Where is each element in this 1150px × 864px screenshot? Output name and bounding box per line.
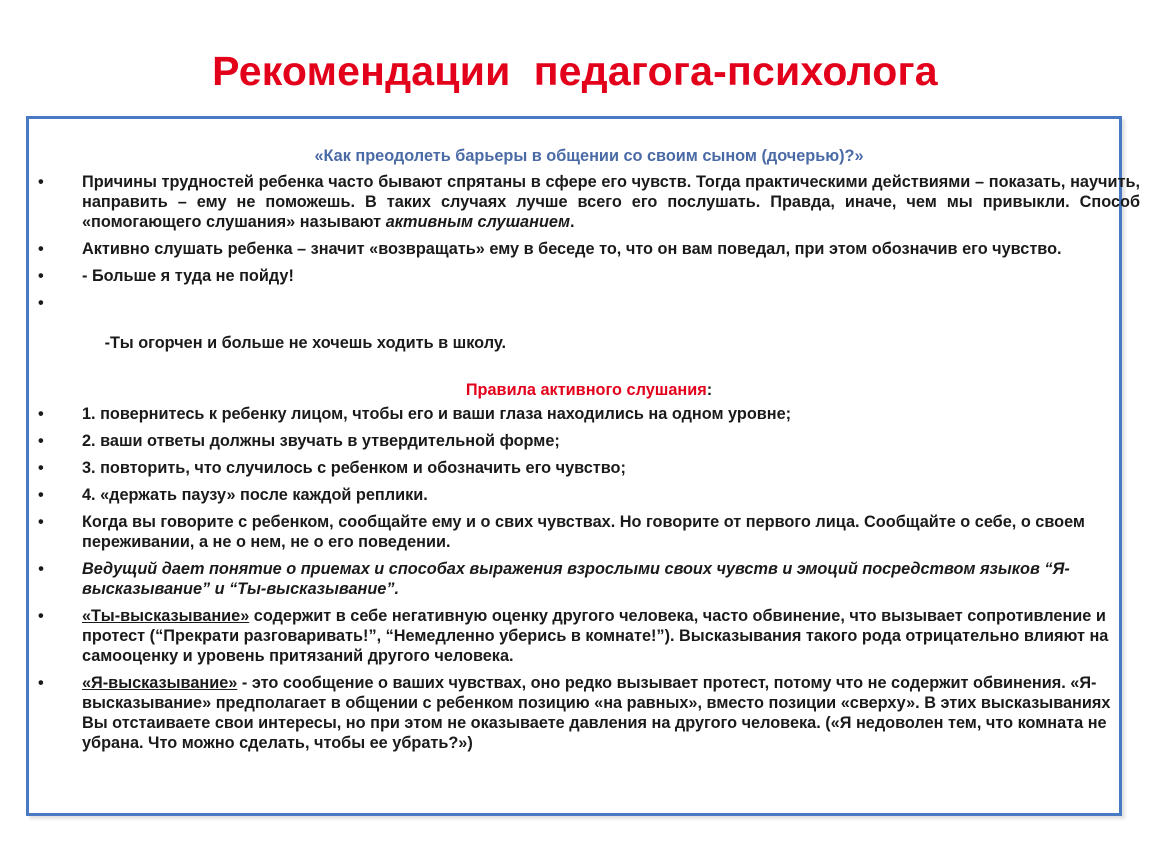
rules-heading-text: Правила активного слушания bbox=[465, 381, 707, 399]
ty-text: содержит в себе негативную оценку другого человека, часто обвинение, что вызывает сопротивление и протест (“Прекрати разговаривать!”, “Немедленно уберись в комнате!”). Высказывания такого рода отрицательно влияют на самооценку и уровень притязаний другого человека. bbox=[82, 607, 1109, 665]
bullet-icon: • bbox=[38, 294, 44, 312]
item-text: - Больше я туда не пойду! bbox=[82, 267, 294, 285]
list-item bbox=[38, 239, 1140, 259]
bullet-icon: • bbox=[38, 674, 44, 692]
italic-text: Ведущий дает понятие о приемах и способах выражения взрослыми своих чувств и эмоций посредством языков “Я-высказывание” и “Ты-высказывание”. bbox=[82, 560, 1070, 598]
ya-term: «Я-высказывание» bbox=[82, 674, 238, 692]
bullet-icon: • bbox=[38, 432, 44, 450]
rule-item bbox=[38, 431, 1140, 451]
rules-heading-colon: : bbox=[706, 381, 713, 399]
list-item bbox=[38, 266, 1140, 286]
rule-text: 3. повторить, что случилось с ребенком и обозначить его чувство; bbox=[82, 459, 626, 477]
ya-text: - это сообщение о ваших чувствах, оно редко вызывает протест, потому что не содержит обвинения. «Я-высказывание» предполагает в общении с ребенком позицию «на равных», вместо позиции «сверху». В этих высказываниях Вы отстаиваете свои интересы, но при этом не оказываете давления на другого человека. («Я недоволен тем, что комната не убрана. Что можно сделать, чтобы ее убрать?») bbox=[82, 674, 1111, 752]
ty-term: «Ты-высказывание» bbox=[82, 607, 250, 625]
bullet-icon: • bbox=[38, 405, 44, 423]
item-text-end: . bbox=[570, 213, 575, 231]
rule-text: 2. ваши ответы должны звучать в утвердительной форме; bbox=[82, 432, 560, 450]
rule-item bbox=[38, 512, 1140, 552]
list-item bbox=[38, 172, 1140, 232]
bullet-icon: • bbox=[38, 173, 44, 191]
rule-text: 1. повернитесь к ребенку лицом, чтобы его и ваши глаза находились на одном уровне; bbox=[82, 405, 792, 423]
item-emphasis: активным слушанием bbox=[385, 213, 570, 231]
rules-heading bbox=[38, 380, 1140, 400]
rule-item bbox=[38, 485, 1140, 505]
bullet-icon: • bbox=[38, 560, 44, 578]
item-text: Активно слушать ребенка – значит «возвращать» ему в беседе то, что он вам поведал, при этом обозначив его чувство. bbox=[82, 240, 1062, 258]
bullet-icon: • bbox=[38, 486, 44, 504]
rule-text: Когда вы говорите с ребенком, сообщайте ему и о свих чувствах. Но говорите от первого лица. Сообщайте о себе, о своем переживании, а не о нем, не о его поведении. bbox=[82, 513, 1085, 551]
list-item bbox=[38, 559, 1140, 599]
bullet-icon: • bbox=[38, 240, 44, 258]
rule-text: 4. «держать паузу» после каждой реплики. bbox=[82, 486, 428, 504]
bullet-icon: • bbox=[38, 513, 44, 531]
list-item bbox=[38, 673, 1140, 753]
rule-item bbox=[38, 404, 1140, 424]
bullet-icon: • bbox=[38, 607, 44, 625]
item-text: -Ты огорчен и больше не хочешь ходить в школу. bbox=[100, 334, 506, 352]
bullet-icon: • bbox=[38, 267, 44, 285]
rule-item bbox=[38, 458, 1140, 478]
item-text: Причины трудностей ребенка часто бывают спрятаны в сфере его чувств. Тогда практическими действиями – показать, научить, направить – ему не поможешь. В таких случаях лучше всего его послушать. Правда, иначе, чем мы привыкли. Способ «помогающего слушания» называют bbox=[82, 173, 1140, 231]
page-title: Рекомендации педагога-психолога bbox=[212, 48, 938, 94]
list-item bbox=[38, 606, 1140, 666]
subtitle: «Как преодолеть барьеры в общении со своим сыном (дочерью)?» bbox=[314, 147, 864, 165]
bullet-icon: • bbox=[38, 459, 44, 477]
list-item bbox=[38, 293, 1140, 373]
content-area bbox=[38, 146, 1140, 760]
